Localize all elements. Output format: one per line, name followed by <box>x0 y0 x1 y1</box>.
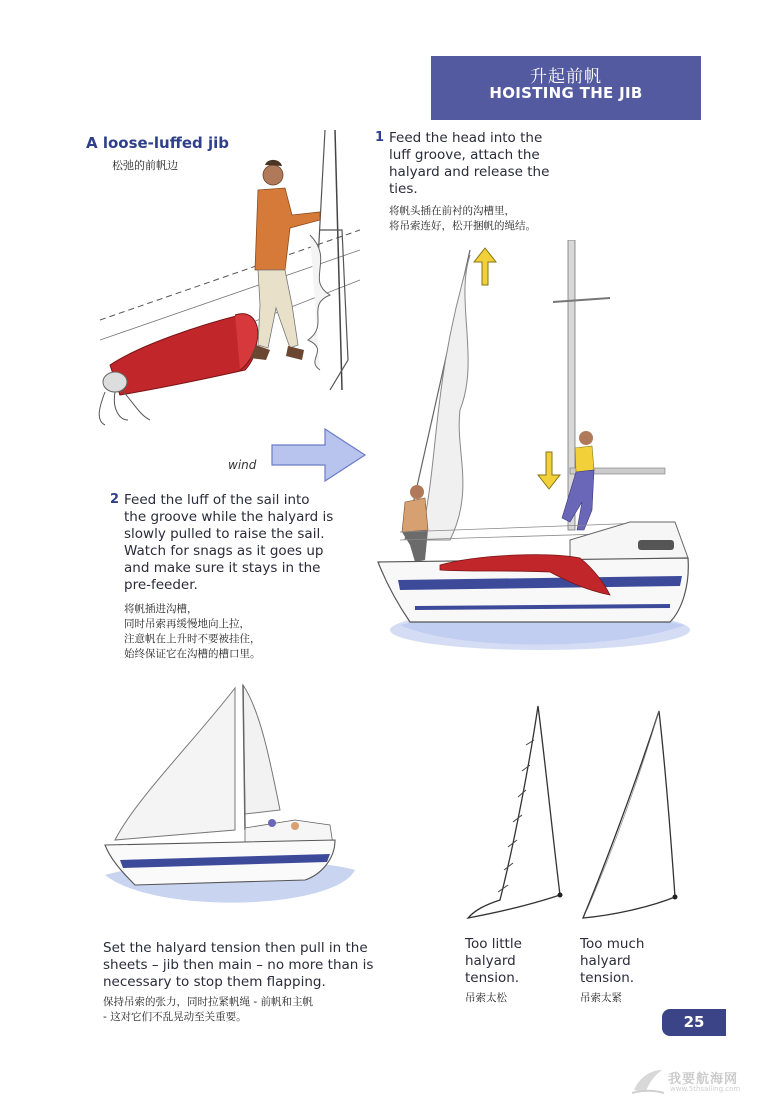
step-2-line-6: pre-feeder. <box>124 577 198 593</box>
step-1-line-4: ties. <box>389 181 418 197</box>
watermark <box>630 1064 770 1098</box>
yacht-illustration <box>370 240 700 660</box>
step-1-number: 1 <box>375 130 385 145</box>
step-2-line-3: slowly pulled to raise the sail. <box>124 526 325 542</box>
step-2-line-1: Feed the luff of the sail into <box>124 492 310 508</box>
tension-high-line-2: halyard <box>580 953 631 969</box>
header-title-cn: 升起前帆 <box>530 67 602 87</box>
bottom-caption-cn-line-1: 保持吊索的张力，同时拉紧帆绳 - 前帆和主帆 <box>103 996 313 1008</box>
header-band <box>431 56 701 120</box>
tight-luff-sail-icon <box>575 705 690 930</box>
tension-low-line-1: Too little <box>465 936 522 952</box>
tension-high-line-1: Too much <box>580 936 645 952</box>
tension-low-line-2: halyard <box>465 953 516 969</box>
tension-low-line-3: tension. <box>465 970 520 986</box>
watermark-text: 我要航海网 <box>668 1072 739 1087</box>
header-title-en: HOISTING THE JIB <box>489 84 643 102</box>
bottom-caption-line-2: sheets – jib then main – no more than is <box>103 957 374 973</box>
step-2-line-5: and make sure it stays in the <box>124 560 321 576</box>
step-1-cn-line-1: 将帆头插在前衬的沟槽里， <box>389 205 515 217</box>
step-1-line-2: luff groove, attach the <box>389 147 540 163</box>
sailing-yacht-illustration <box>95 680 365 930</box>
bottom-caption-line-1: Set the halyard tension then pull in the <box>103 940 368 956</box>
tension-low-caption <box>465 936 522 1006</box>
step-1 <box>375 130 549 234</box>
section-title-cn: 松弛的前帆边 <box>112 159 178 172</box>
watermark-sub: www.5thsailing.com <box>670 1085 741 1093</box>
step-2 <box>110 492 333 662</box>
person-feeding-jib <box>80 120 380 450</box>
section-title: A loose-luffed jib <box>86 134 230 152</box>
step-1-cn-line-2: 将吊索连好，松开捆帆的绳结。 <box>389 220 536 232</box>
step-2-line-2: the groove while the halyard is <box>124 509 334 525</box>
bottom-caption <box>103 940 373 1025</box>
step-2-cn-line-1: 将帆插进沟槽， <box>124 603 198 615</box>
wind-arrow-icon <box>270 425 370 485</box>
tension-high-line-3: tension. <box>580 970 635 986</box>
up-arrow-icon <box>474 248 496 285</box>
tension-high-cn: 吊索太紧 <box>580 992 622 1004</box>
step-2-cn-line-3: 注意帆在上升时不要被挂住， <box>124 633 261 645</box>
slack-luff-sail-icon <box>460 700 570 930</box>
step-1-line-3: halyard and release the <box>389 164 550 180</box>
bottom-caption-line-3: necessary to stop them flapping. <box>103 974 326 990</box>
rolled-red-sail-icon <box>110 315 256 395</box>
bottom-caption-cn-line-2: - 这对它们不乱晃动至关重要。 <box>103 1011 247 1023</box>
watermark-logo-icon <box>630 1066 666 1096</box>
step-1-line-1: Feed the head into the <box>389 130 543 146</box>
wind-label: wind <box>228 458 257 472</box>
step-2-cn-line-2: 同时吊索再缓慢地向上拉， <box>124 618 250 630</box>
step-2-cn-line-4: 始终保证它在沟槽的槽口里。 <box>124 648 261 660</box>
tension-high-caption <box>580 936 644 1006</box>
down-arrow-icon <box>538 452 560 489</box>
step-2-number: 2 <box>110 492 120 507</box>
page-number: 25 <box>662 1009 726 1036</box>
step-2-line-4: Watch for snags as it goes up <box>124 543 324 559</box>
tension-low-cn: 吊索太松 <box>465 992 507 1004</box>
